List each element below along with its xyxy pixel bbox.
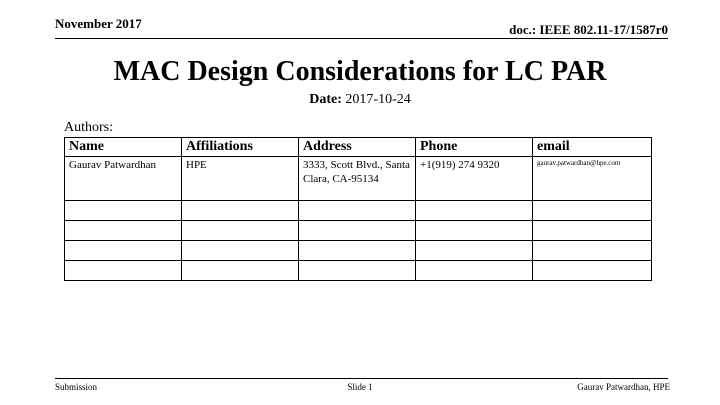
empty-cell bbox=[299, 201, 416, 221]
cell-affiliation: HPE bbox=[182, 157, 299, 201]
empty-cell bbox=[65, 241, 182, 261]
authors-label: Authors: bbox=[64, 120, 113, 135]
table-header-row bbox=[65, 138, 652, 157]
empty-cell bbox=[65, 221, 182, 241]
empty-cell bbox=[182, 201, 299, 221]
table-row bbox=[65, 157, 652, 201]
table-row bbox=[65, 241, 652, 261]
authors-table bbox=[64, 137, 652, 281]
cell-address: 3333, Scott Blvd., Santa Clara, CA-95134 bbox=[299, 157, 416, 201]
empty-cell bbox=[533, 201, 652, 221]
date-label: Date: bbox=[309, 92, 342, 107]
cell-email: gaurav.patwardhan@hpe.com bbox=[533, 157, 652, 201]
cell-name: Gaurav Patwardhan bbox=[65, 157, 182, 201]
empty-cell bbox=[533, 221, 652, 241]
empty-cell bbox=[416, 241, 533, 261]
col-header-phone: Phone bbox=[416, 138, 533, 157]
slide-title: MAC Design Considerations for LC PAR bbox=[113, 56, 607, 87]
empty-cell bbox=[65, 201, 182, 221]
empty-cell bbox=[416, 221, 533, 241]
empty-cell bbox=[182, 241, 299, 261]
footer-author: Gaurav Patwardhan, HPE bbox=[577, 382, 670, 392]
footer-submission: Submission bbox=[55, 382, 98, 392]
col-header-name: Name bbox=[65, 138, 182, 157]
empty-cell bbox=[65, 261, 182, 281]
header-rule bbox=[55, 38, 668, 39]
table-row bbox=[65, 261, 652, 281]
empty-cell bbox=[299, 261, 416, 281]
slide-date bbox=[0, 92, 720, 108]
empty-cell bbox=[182, 261, 299, 281]
empty-cell bbox=[533, 261, 652, 281]
empty-cell bbox=[416, 201, 533, 221]
col-header-affiliations: Affiliations bbox=[182, 138, 299, 157]
empty-cell bbox=[182, 221, 299, 241]
empty-cell bbox=[299, 241, 416, 261]
table-row bbox=[65, 221, 652, 241]
header-date: November 2017 bbox=[55, 16, 142, 31]
cell-phone: +1(919) 274 9320 bbox=[416, 157, 533, 201]
col-header-address: Address bbox=[299, 138, 416, 157]
empty-cell bbox=[299, 221, 416, 241]
date-value: 2017-10-24 bbox=[345, 92, 411, 107]
col-header-email: email bbox=[533, 138, 652, 157]
empty-cell bbox=[533, 241, 652, 261]
footer-rule bbox=[55, 378, 668, 379]
table-row bbox=[65, 201, 652, 221]
empty-cell bbox=[416, 261, 533, 281]
header-doc-id: doc.: IEEE 802.11-17/1587r0 bbox=[509, 22, 668, 37]
footer-slide-number: Slide 1 bbox=[347, 382, 373, 392]
